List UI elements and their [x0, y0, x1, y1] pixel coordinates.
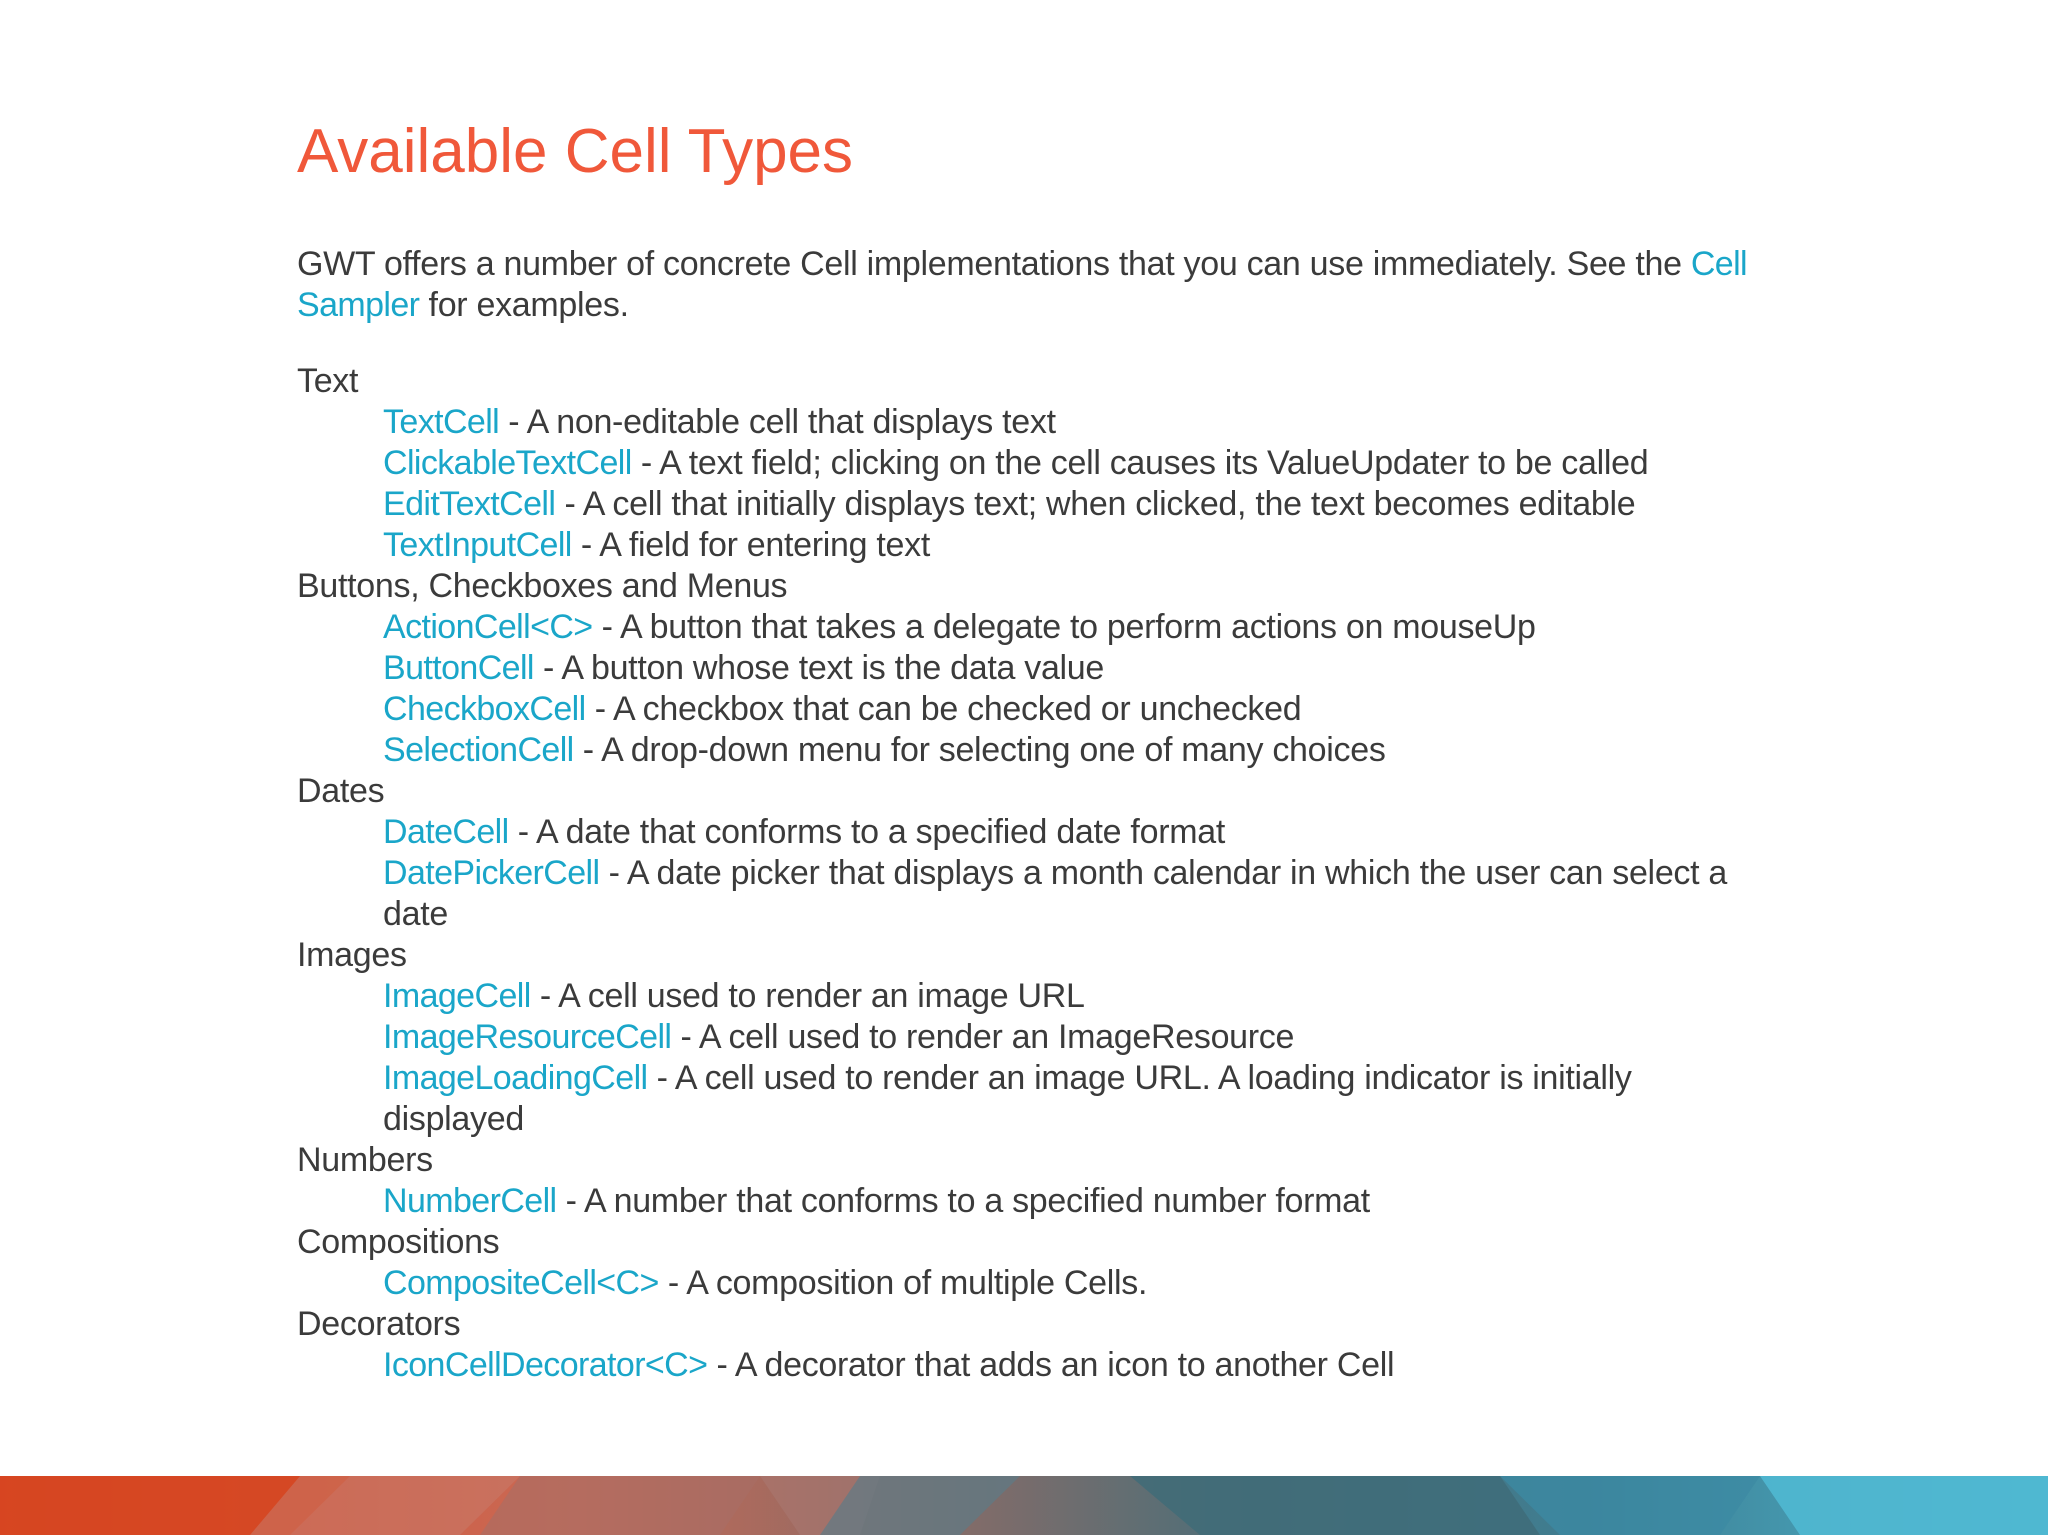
- cell-list: [297, 1181, 1777, 1222]
- cell-type-link[interactable]: DatePickerCell: [383, 854, 600, 892]
- category-heading: Numbers: [297, 1141, 433, 1179]
- category-heading: Buttons, Checkboxes and Menus: [297, 567, 788, 605]
- list-item: [383, 1263, 1777, 1304]
- section-images: [297, 935, 1777, 1140]
- cell-type-link[interactable]: SelectionCell: [383, 731, 574, 769]
- list-item: [383, 402, 1777, 443]
- category-heading: Compositions: [297, 1223, 500, 1261]
- category-heading: Decorators: [297, 1305, 461, 1343]
- list-item: [383, 1058, 1777, 1140]
- cell-type-link[interactable]: ClickableTextCell: [383, 444, 632, 482]
- cell-type-description: - A button that takes a delegate to perform actions on mouseUp: [592, 608, 1536, 646]
- list-item: [383, 443, 1777, 484]
- cell-type-description: - A cell used to render an ImageResource: [671, 1018, 1295, 1056]
- list-item: [383, 730, 1777, 771]
- cell-type-description: - A decorator that adds an icon to another Cell: [707, 1346, 1395, 1384]
- list-item: [383, 607, 1777, 648]
- cell-type-link[interactable]: ImageCell: [383, 977, 531, 1015]
- cell-list: [297, 976, 1777, 1140]
- section-text: [297, 361, 1777, 566]
- cell-type-link[interactable]: ImageLoadingCell: [383, 1059, 648, 1097]
- cell-type-link[interactable]: TextInputCell: [383, 526, 572, 564]
- intro-paragraph: [297, 244, 1777, 326]
- cell-type-link[interactable]: ImageResourceCell: [383, 1018, 672, 1056]
- cell-list: [297, 402, 1777, 566]
- cell-type-link[interactable]: CompositeCell<C>: [383, 1264, 659, 1302]
- section-buttons: [297, 566, 1777, 771]
- cell-sampler-link[interactable]: Cell Sampler: [297, 245, 1747, 324]
- list-item: [383, 976, 1777, 1017]
- cell-type-description: - A non-editable cell that displays text: [499, 403, 1056, 441]
- cell-list: [297, 1345, 1777, 1386]
- cell-type-description: - A date picker that displays a month calendar in which the user can select a date: [383, 854, 1728, 933]
- category-heading: Dates: [297, 772, 385, 810]
- intro-text-before: GWT offers a number of concrete Cell implementations that you can use immediately. See the: [297, 245, 1691, 283]
- list-item: [383, 1181, 1777, 1222]
- cell-type-description: - A drop-down menu for selecting one of many choices: [573, 731, 1386, 769]
- slide-title: Available Cell Types: [297, 117, 854, 186]
- cell-type-link[interactable]: DateCell: [383, 813, 509, 851]
- cell-list: [297, 1263, 1777, 1304]
- cell-type-description: - A checkbox that can be checked or unchecked: [585, 690, 1302, 728]
- cell-type-description: - A field for entering text: [571, 526, 930, 564]
- list-item: [383, 1017, 1777, 1058]
- cell-type-description: - A text field; clicking on the cell causes its ValueUpdater to be called: [631, 444, 1649, 482]
- list-item: [383, 812, 1777, 853]
- cell-type-description: - A cell used to render an image URL: [530, 977, 1085, 1015]
- cell-list: [297, 607, 1777, 771]
- list-item: [383, 689, 1777, 730]
- cell-type-description: - A number that conforms to a specified number format: [556, 1182, 1370, 1220]
- list-item: [383, 525, 1777, 566]
- list-item: [383, 484, 1777, 525]
- list-item: [383, 853, 1777, 935]
- cell-type-link[interactable]: ActionCell<C>: [383, 608, 593, 646]
- category-heading: Images: [297, 936, 407, 974]
- cell-list: [297, 812, 1777, 935]
- cell-type-description: - A composition of multiple Cells.: [658, 1264, 1148, 1302]
- cell-type-link[interactable]: IconCellDecorator<C>: [383, 1346, 708, 1384]
- cell-type-description: - A cell that initially displays text; when clicked, the text becomes editable: [555, 485, 1636, 523]
- slide-content: [297, 244, 1777, 1386]
- cell-type-description: - A date that conforms to a specified date format: [508, 813, 1225, 851]
- cell-type-link[interactable]: CheckboxCell: [383, 690, 586, 728]
- footer-decorative-band: [0, 1476, 2048, 1535]
- intro-text-after: for examples.: [419, 286, 629, 324]
- cell-type-link[interactable]: TextCell: [383, 403, 500, 441]
- list-item: [383, 648, 1777, 689]
- list-item: [383, 1345, 1777, 1386]
- cell-type-link[interactable]: ButtonCell: [383, 649, 534, 687]
- cell-type-link[interactable]: NumberCell: [383, 1182, 557, 1220]
- category-heading: Text: [297, 362, 359, 400]
- cell-type-description: - A button whose text is the data value: [533, 649, 1105, 687]
- cell-type-description: - A cell used to render an image URL. A loading indicator is initially displayed: [383, 1059, 1632, 1138]
- section-numbers: [297, 1140, 1777, 1222]
- section-compositions: [297, 1222, 1777, 1304]
- footer-geometric-graphic: [0, 1476, 2048, 1535]
- section-dates: [297, 771, 1777, 935]
- section-decorators: [297, 1304, 1777, 1386]
- cell-type-link[interactable]: EditTextCell: [383, 485, 556, 523]
